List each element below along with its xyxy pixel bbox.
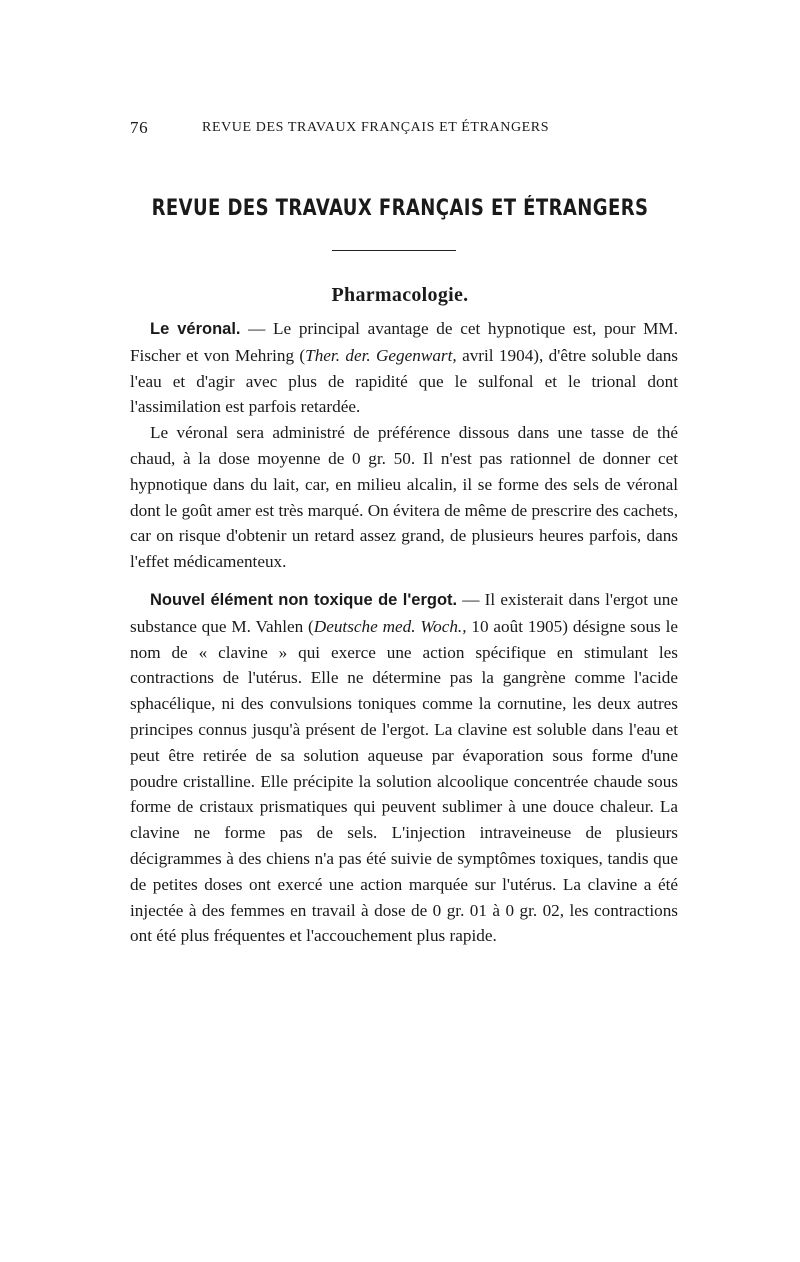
article-veronal-paragraph-1 xyxy=(130,316,678,420)
article-veronal-reference: Ther. der. Gegenwart, xyxy=(305,345,457,365)
running-title: REVUE DES TRAVAUX FRANÇAIS ET ÉTRANGERS xyxy=(202,120,550,135)
section-heading: Pharmacologie. xyxy=(331,284,469,306)
article-veronal-text-1a: — Le principal avantage de cet hypnotique est, pour MM. Fischer et von Mehring ( xyxy=(130,319,678,365)
article-veronal-paragraph-2: Le véronal sera administré de préférence dissous dans une tasse de thé chaud, à la dose moyenne de 0 gr. 50. Il n'est pas rationnel de donner cet hypnotique dans du lait, car, en milieu alcalin, il se forme des sels de véronal dont le goût amer est très marqué. On évitera de même de prescrire des cachets, car on risque d'obtenir un retard assez grand, de plusieurs heures parfois, dans l'effet médicamenteux. xyxy=(130,423,678,572)
article-veronal-lead: Le véronal. xyxy=(150,320,241,338)
article-body xyxy=(130,316,678,949)
article-ergot-text-1a: — Il existerait dans l'ergot une substance que M. Vahlen ( xyxy=(130,589,678,636)
running-header xyxy=(130,118,680,140)
main-title: REVUE DES TRAVAUX FRANÇAIS ET ÉTRANGERS xyxy=(151,196,649,221)
article-ergot-reference: Deutsche med. Woch., xyxy=(313,616,467,636)
article-ergot-lead: Nouvel élément non toxique de l'ergot. xyxy=(150,590,458,609)
title-divider xyxy=(332,250,456,251)
article-ergot-text-1b: 10 août 1905) désigne sous le nom de « clavine » qui exerce une action spécifique en stimulant les contractions de l'utérus. Elle ne détermine pas la gangrène comme l'acide sphacélique, ni des convulsions toniques comme la cornutine, les deux autres principes connus jusqu'à présent de l'ergot. La clavine est soluble dans l'eau et peut être retirée de sa solution aqueuse par évaporation sous forme d'une poudre cristalline. Elle précipite la solution alcoolique concentrée chaude sous forme de cristaux prismatiques qui peuvent sublimer à une douce chaleur. La clavine ne forme pas de sels. L'injection intraveineuse de plusieurs décigrammes à des chiens n'a pas été suivie de symptômes toxiques, tandis que de petites doses ont exercé une action marquée sur l'utérus. La clavine a été injectée à des femmes en travail à dose de 0 gr. 01 à 0 gr. 02, les contractions ont été plus fréquentes et l'accouchement plus rapide. xyxy=(130,616,679,946)
article-veronal-text-1b: avril 1904), d'être soluble dans l'eau et d'agir avec plus de rapidité que le sulfonal et le trional dont l'assimilation est parfois retardée. xyxy=(130,345,678,417)
article-ergot-paragraph-1 xyxy=(130,587,678,949)
page-number: 76 xyxy=(130,118,149,137)
